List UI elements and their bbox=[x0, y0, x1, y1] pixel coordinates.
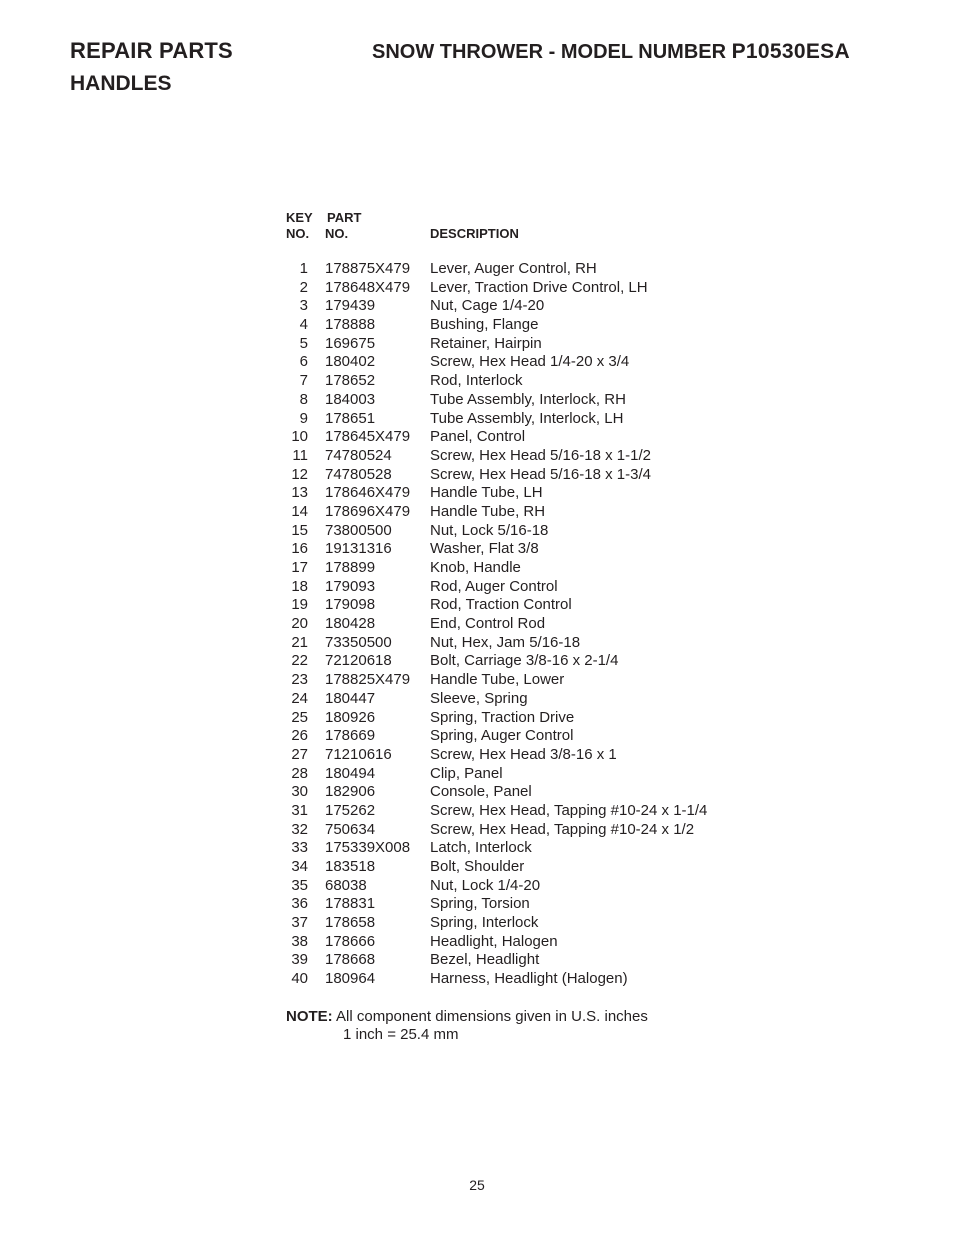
part-description: Headlight, Halogen bbox=[430, 932, 558, 950]
table-row bbox=[280, 447, 800, 466]
table-row bbox=[280, 970, 800, 989]
title-prefix: SNOW THROWER - MODEL NUMBER bbox=[372, 41, 727, 63]
part-number: 19131316 bbox=[325, 540, 392, 558]
part-description: Latch, Interlock bbox=[430, 839, 532, 857]
part-number: 178658 bbox=[325, 914, 376, 932]
table-row bbox=[280, 858, 800, 877]
note-label: NOTE: bbox=[286, 1008, 333, 1025]
table-row bbox=[280, 783, 800, 802]
part-number: 178888 bbox=[325, 316, 376, 334]
key-number: 36 bbox=[291, 895, 308, 913]
part-number: 73800500 bbox=[325, 521, 392, 539]
table-row bbox=[280, 821, 800, 840]
part-description: Knob, Handle bbox=[430, 559, 521, 576]
key-number: 39 bbox=[291, 951, 308, 969]
part-number: 178668 bbox=[325, 951, 376, 969]
key-number: 22 bbox=[291, 652, 308, 670]
note bbox=[286, 1008, 648, 1026]
key-number: 8 bbox=[299, 390, 308, 408]
part-number: 184003 bbox=[325, 390, 376, 408]
table-row bbox=[280, 709, 800, 728]
part-description: Lever, Traction Drive Control, LH bbox=[430, 278, 648, 296]
model-number: P10530ESA bbox=[731, 40, 850, 63]
table-row bbox=[280, 671, 800, 690]
key-number: 24 bbox=[291, 689, 308, 707]
key-number: 21 bbox=[291, 633, 308, 651]
part-number: 178646X479 bbox=[325, 484, 411, 502]
key-number: 2 bbox=[299, 278, 308, 296]
part-number: 180926 bbox=[325, 708, 376, 726]
part-description: Sleeve, Spring bbox=[430, 689, 528, 707]
table-row bbox=[280, 802, 800, 821]
table-row bbox=[280, 297, 800, 316]
part-description: Spring, Traction Drive bbox=[430, 708, 575, 726]
part-number: 179439 bbox=[325, 297, 376, 315]
table-row bbox=[280, 484, 800, 503]
key-number: 26 bbox=[291, 727, 308, 745]
part-description: Clip, Panel bbox=[430, 764, 503, 782]
table-row bbox=[280, 260, 800, 279]
table-row bbox=[280, 279, 800, 298]
part-number: 750634 bbox=[325, 820, 376, 838]
part-description: Lever, Auger Control, RH bbox=[430, 260, 597, 277]
key-number: 11 bbox=[292, 446, 308, 464]
table-row bbox=[280, 877, 800, 896]
part-description: Spring, Interlock bbox=[430, 914, 539, 932]
part-description: Nut, Cage 1/4-20 bbox=[430, 297, 545, 315]
key-number: 14 bbox=[291, 502, 308, 520]
part-number: 180494 bbox=[325, 764, 376, 782]
part-number: 178696X479 bbox=[325, 502, 411, 520]
part-description: Rod, Interlock bbox=[430, 372, 523, 390]
part-description: Screw, Hex Head 5/16-18 x 1-1/2 bbox=[430, 446, 651, 464]
table-row bbox=[280, 372, 800, 391]
key-number: 20 bbox=[291, 615, 308, 633]
table-row bbox=[280, 746, 800, 765]
table-row bbox=[280, 727, 800, 746]
part-number: 175339X008 bbox=[325, 839, 411, 857]
table-row bbox=[280, 559, 800, 578]
key-number: 5 bbox=[299, 334, 308, 352]
part-description: Handle Tube, RH bbox=[430, 502, 546, 520]
part-description: Bezel, Headlight bbox=[430, 951, 540, 969]
part-number: 183518 bbox=[325, 858, 376, 875]
part-description: Harness, Headlight (Halogen) bbox=[430, 970, 628, 988]
table-row bbox=[280, 353, 800, 372]
description-header: DESCRIPTION bbox=[430, 226, 519, 241]
key-number: 10 bbox=[291, 428, 308, 446]
key-header-line1: KEY bbox=[286, 210, 313, 225]
part-description: Bolt, Shoulder bbox=[430, 858, 525, 875]
table-row bbox=[280, 634, 800, 653]
part-description: Bushing, Flange bbox=[430, 316, 539, 334]
document-title bbox=[372, 40, 850, 64]
key-number: 23 bbox=[291, 671, 308, 689]
part-description: Screw, Hex Head 3/8-16 x 1 bbox=[430, 745, 617, 763]
key-number: 33 bbox=[291, 839, 308, 857]
key-number: 35 bbox=[291, 876, 308, 894]
table-row bbox=[280, 765, 800, 784]
page-number: 25 bbox=[469, 1177, 485, 1193]
part-description: Rod, Traction Control bbox=[430, 596, 572, 614]
part-description: Screw, Hex Head 1/4-20 x 3/4 bbox=[430, 353, 630, 371]
part-number: 73350500 bbox=[325, 633, 392, 651]
part-description: Washer, Flat 3/8 bbox=[430, 540, 539, 558]
key-number: 3 bbox=[299, 297, 308, 315]
part-number: 180964 bbox=[325, 970, 376, 988]
part-number: 175262 bbox=[325, 801, 376, 819]
key-number: 4 bbox=[299, 316, 308, 334]
part-number: 178652 bbox=[325, 372, 376, 390]
part-number: 182906 bbox=[325, 783, 376, 801]
part-number: 178648X479 bbox=[325, 278, 411, 296]
part-description: Bolt, Carriage 3/8-16 x 2-1/4 bbox=[430, 652, 619, 670]
part-description: Tube Assembly, Interlock, RH bbox=[430, 390, 626, 408]
part-description: Handle Tube, LH bbox=[430, 484, 543, 502]
part-description: Nut, Lock 1/4-20 bbox=[430, 876, 541, 894]
part-number: 178825X479 bbox=[325, 671, 411, 689]
key-number: 6 bbox=[299, 353, 308, 371]
part-number: 68038 bbox=[325, 876, 367, 894]
part-number: 178875X479 bbox=[325, 260, 411, 277]
table-row bbox=[280, 652, 800, 671]
part-number: 178651 bbox=[325, 409, 376, 427]
part-description: Screw, Hex Head, Tapping #10-24 x 1-1/4 bbox=[430, 801, 708, 819]
key-number: 38 bbox=[291, 932, 308, 950]
part-description: Handle Tube, Lower bbox=[430, 671, 565, 689]
part-description: Spring, Auger Control bbox=[430, 727, 574, 745]
key-number: 30 bbox=[291, 783, 308, 801]
part-header-line1: PART bbox=[327, 210, 362, 225]
part-number: 178645X479 bbox=[325, 428, 411, 446]
part-description: Nut, Lock 5/16-18 bbox=[430, 521, 549, 539]
part-number: 179098 bbox=[325, 596, 376, 614]
table-row bbox=[280, 690, 800, 709]
part-description: Panel, Control bbox=[430, 428, 526, 446]
table-row bbox=[280, 933, 800, 952]
part-description: Retainer, Hairpin bbox=[430, 334, 542, 352]
table-row bbox=[280, 503, 800, 522]
subsection-title: HANDLES bbox=[70, 72, 172, 95]
part-number: 169675 bbox=[325, 334, 376, 352]
key-number: 9 bbox=[299, 409, 308, 427]
part-number: 180447 bbox=[325, 689, 376, 707]
key-number: 16 bbox=[291, 540, 308, 558]
part-number: 178831 bbox=[325, 895, 376, 913]
part-description: Console, Panel bbox=[430, 783, 532, 801]
key-number: 37 bbox=[291, 914, 308, 932]
key-number: 7 bbox=[299, 372, 308, 390]
table-row bbox=[280, 410, 800, 429]
part-number: 179093 bbox=[325, 577, 376, 595]
table-row bbox=[280, 578, 800, 597]
part-number: 180428 bbox=[325, 615, 376, 633]
table-row bbox=[280, 615, 800, 634]
table-row bbox=[280, 428, 800, 447]
key-number: 25 bbox=[291, 708, 308, 726]
key-number: 27 bbox=[291, 745, 308, 763]
parts-list bbox=[280, 260, 800, 989]
part-number: 178666 bbox=[325, 932, 376, 950]
table-row bbox=[280, 522, 800, 541]
table-row bbox=[280, 596, 800, 615]
table-row bbox=[280, 335, 800, 354]
part-number: 74780524 bbox=[325, 446, 392, 464]
table-row bbox=[280, 951, 800, 970]
key-number: 1 bbox=[299, 260, 308, 277]
key-number: 34 bbox=[291, 858, 308, 875]
part-description: Screw, Hex Head 5/16-18 x 1-3/4 bbox=[430, 465, 651, 483]
key-number: 31 bbox=[291, 801, 308, 819]
key-number: 13 bbox=[291, 484, 308, 502]
key-number: 28 bbox=[291, 764, 308, 782]
table-row bbox=[280, 316, 800, 335]
key-number: 17 bbox=[291, 559, 308, 576]
table-row bbox=[280, 839, 800, 858]
table-row bbox=[280, 391, 800, 410]
key-number: 19 bbox=[291, 596, 308, 614]
part-description: Spring, Torsion bbox=[430, 895, 530, 913]
part-number: 72120618 bbox=[325, 652, 392, 670]
part-number: 180402 bbox=[325, 353, 376, 371]
table-row bbox=[280, 914, 800, 933]
note-line1: All component dimensions given in U.S. inches bbox=[336, 1008, 648, 1025]
part-header-line2: NO. bbox=[325, 226, 349, 241]
note-line2: 1 inch = 25.4 mm bbox=[343, 1026, 459, 1043]
key-number: 40 bbox=[291, 970, 308, 988]
part-number: 178899 bbox=[325, 559, 376, 576]
key-number: 15 bbox=[291, 521, 308, 539]
part-description: Nut, Hex, Jam 5/16-18 bbox=[430, 633, 581, 651]
key-header-line2: NO. bbox=[286, 226, 310, 241]
part-description: Screw, Hex Head, Tapping #10-24 x 1/2 bbox=[430, 820, 695, 838]
part-number: 71210616 bbox=[325, 745, 392, 763]
table-row bbox=[280, 466, 800, 485]
key-number: 12 bbox=[291, 465, 308, 483]
key-number: 18 bbox=[291, 577, 308, 595]
part-description: Rod, Auger Control bbox=[430, 577, 558, 595]
part-description: End, Control Rod bbox=[430, 615, 546, 633]
part-description: Tube Assembly, Interlock, LH bbox=[430, 409, 624, 427]
key-number: 32 bbox=[291, 820, 308, 838]
table-row bbox=[280, 540, 800, 559]
section-title: REPAIR PARTS bbox=[70, 38, 233, 63]
part-number: 178669 bbox=[325, 727, 376, 745]
part-number: 74780528 bbox=[325, 465, 392, 483]
table-row bbox=[280, 895, 800, 914]
